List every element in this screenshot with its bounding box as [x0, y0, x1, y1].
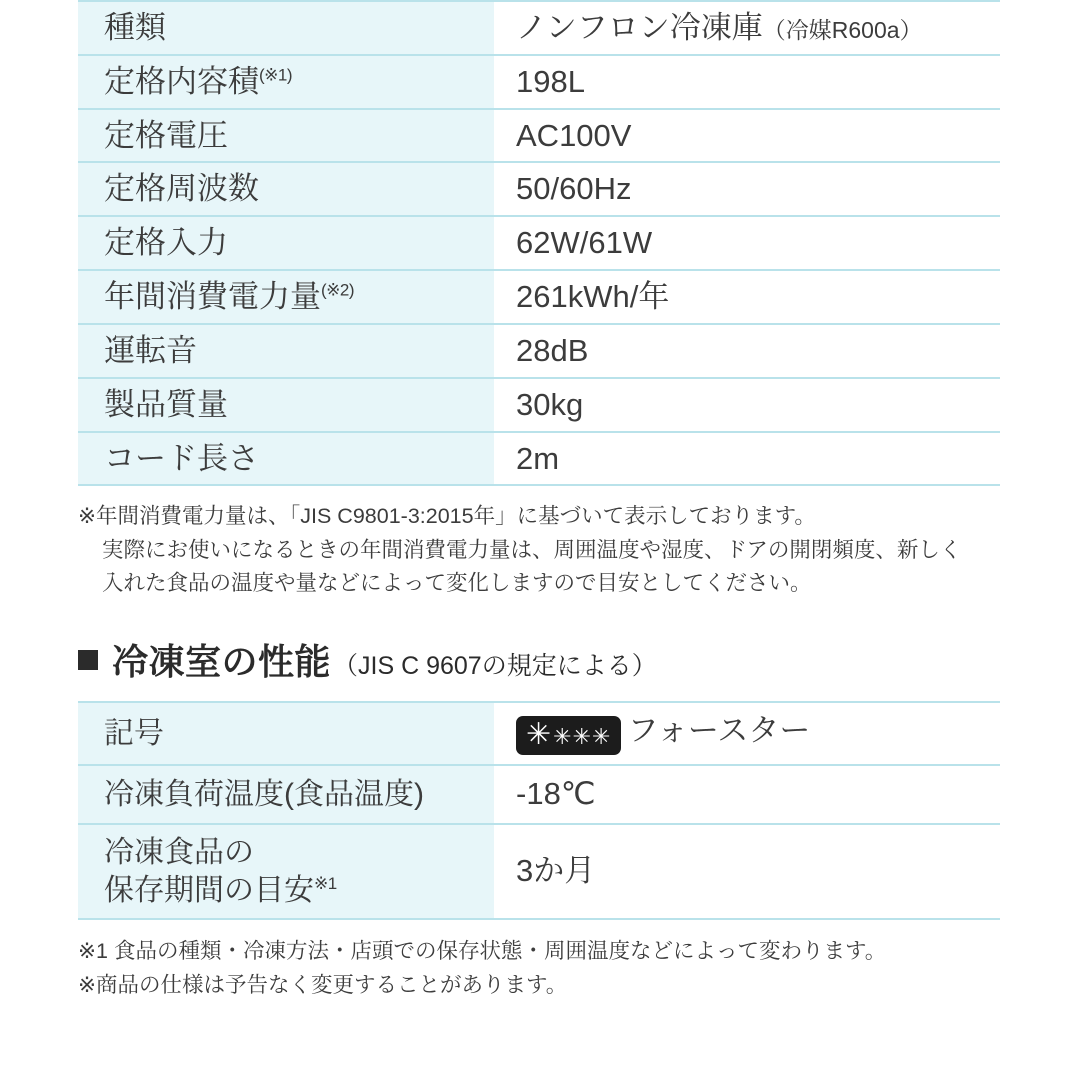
row-label-footnote-mark: (※1) [259, 65, 293, 85]
note-line-1: ※年間消費電力量は、「JIS C9801-3:2015年」に基づいて表示しております。 [78, 504, 816, 529]
table-row [78, 378, 1000, 432]
row-value: 50/60Hz [516, 171, 632, 207]
row-value-cell [494, 765, 1000, 824]
row-label: 定格電圧 [104, 117, 228, 153]
row-label: 冷凍食品の [104, 836, 254, 869]
row-label: 冷凍負荷温度(食品温度) [104, 777, 424, 811]
row-label-cell [78, 378, 494, 432]
section-title: 冷凍室の性能 [112, 641, 332, 683]
row-value-cell [494, 55, 1000, 109]
annual-power-notes [78, 500, 1002, 600]
star-badge-small: ✳✳✳ [553, 724, 612, 750]
table-row [78, 702, 1000, 765]
row-label: 定格入力 [104, 225, 228, 261]
star-badge-big: ✳ [526, 718, 554, 752]
row-value-cell [494, 1, 1000, 55]
row-label: 年間消費電力量 [104, 279, 321, 315]
row-value-note: （冷媒R600a） [762, 17, 923, 43]
row-label: 定格周波数 [104, 171, 259, 207]
row-value: 62W/61W [516, 225, 653, 261]
row-value: 2m [516, 440, 560, 476]
table-row [78, 216, 1000, 270]
row-label-footnote-mark: (※2) [321, 280, 355, 300]
row-value-cell [494, 162, 1000, 216]
table-row [78, 109, 1000, 163]
note-line-2: 実際にお使いになるときの年間消費電力量は、周囲温度や湿度、ドアの開閉頻度、新しく [102, 537, 962, 562]
row-value: 30kg [516, 386, 584, 422]
table-row [78, 324, 1000, 378]
table-row [78, 824, 1000, 919]
four-star-rating-icon [516, 716, 621, 755]
row-value: 28dB [516, 332, 589, 368]
specification-table [78, 0, 1000, 486]
row-value: ノンフロン冷凍庫 [516, 10, 763, 45]
row-label-cell [78, 162, 494, 216]
table-row [78, 1, 1000, 55]
table-row [78, 162, 1000, 216]
row-value-cell [494, 432, 1000, 486]
footnote-line-2: ※商品の仕様は予告なく変更することがあります。 [78, 973, 568, 998]
row-label: 運転音 [104, 332, 197, 368]
footnotes [78, 934, 1002, 1003]
row-label-cell [78, 765, 494, 824]
row-value-cell [494, 270, 1000, 324]
row-label: 記号 [104, 717, 164, 750]
row-label-cell [78, 216, 494, 270]
row-label-cell [78, 1, 494, 55]
freezer-performance-table [78, 701, 1000, 920]
row-value-cell [494, 109, 1000, 163]
row-label-cell [78, 324, 494, 378]
section-subtitle: （JIS C 9607の規定による） [333, 652, 657, 681]
row-value-cell [494, 378, 1000, 432]
row-label-cell [78, 55, 494, 109]
row-label-cell [78, 109, 494, 163]
row-value-cell [494, 824, 1000, 919]
note-line-3: 入れた食品の温度や量などによって変化しますので目安としてください。 [102, 570, 812, 595]
row-label: 定格内容積 [104, 63, 259, 99]
footnote-line-1: ※1 食品の種類・冷凍方法・店頭での保存状態・周囲温度などによって変わります。 [78, 939, 887, 963]
row-value: 3か月 [516, 853, 596, 889]
table-row [78, 270, 1000, 324]
table-row [78, 765, 1000, 824]
table-row [78, 432, 1000, 486]
row-label-cell [78, 702, 494, 765]
row-value: フォースター [627, 713, 811, 749]
row-label-line2: 保存期間の目安 [104, 873, 314, 907]
row-value-cell [494, 324, 1000, 378]
row-label: 種類 [104, 10, 166, 45]
row-label-cell [78, 270, 494, 324]
row-value: -18℃ [516, 776, 596, 812]
table-row [78, 55, 1000, 109]
row-value: AC100V [516, 117, 632, 153]
row-label: 製品質量 [104, 386, 228, 422]
row-label-cell [78, 824, 494, 919]
row-value: 261kWh/年 [516, 279, 670, 315]
row-value-cell [494, 702, 1000, 765]
row-value-cell [494, 216, 1000, 270]
row-label: コード長さ [104, 440, 259, 476]
row-label-footnote-mark: ※1 [314, 873, 337, 893]
section-heading [78, 634, 1002, 685]
square-bullet-icon [78, 650, 98, 670]
row-value: 198L [516, 63, 585, 99]
row-label-cell [78, 432, 494, 486]
